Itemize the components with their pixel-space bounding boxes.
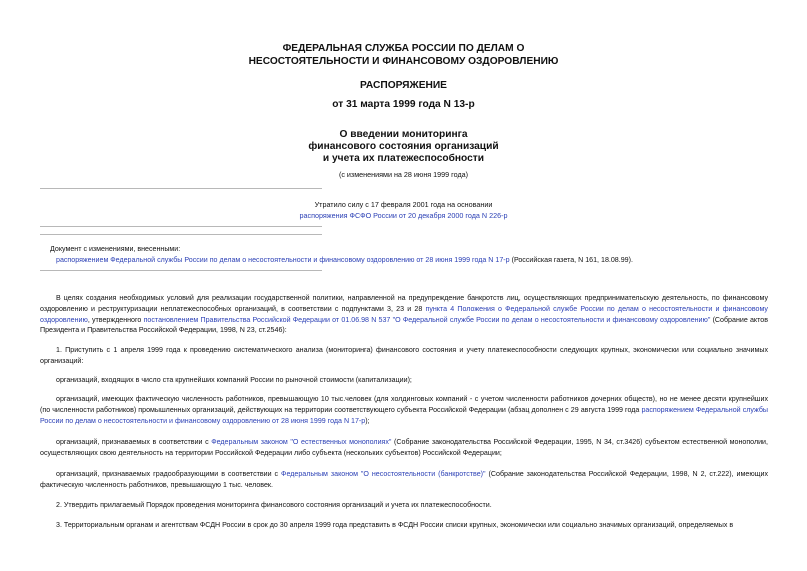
clause-1-item-2: организаций, имеющих фактическую численность работников, превышающую 10 тыс.человек (для холдинговых компаний - с учетом численности работников дочерних обществ), но не менее десяти крупнейших (по численности работников) промышленных организаций, действующих на территории соответствующего субъекта Российской Федерации (абзац дополнен с 29 августа 1999 года распоряжением Федеральной службы России по делам о несостоятельности и финансовому оздоровлению от 28 июня 1999 года N 17-р); (40, 395, 768, 425)
doc-title-line3: и учета их платежеспособности (322, 153, 485, 164)
divider (40, 270, 322, 271)
clause-1-item-3: организаций, признаваемых в соответствии с Федеральным законом "О естественных монополиях" (Собрание законодательства Российской Федерации, 1995, N 34, ст.3426) субъектом естественной монополии, осуществляющих свою деятельность на территории Российской Федерации либо субъекта (нескольких субъектов) Российской Федерации; (40, 438, 768, 457)
doc-title-line1: О введении мониторинга (339, 129, 468, 140)
divider (40, 234, 322, 235)
expired-link[interactable]: распоряжения ФСФО России от 20 декабря 2000 года N 226-р (299, 211, 508, 220)
divider (40, 188, 322, 189)
clause-3: 3. Территориальным органам и агентствам ФСДН России в срок до 30 апреля 1999 года представить в ФСДН России списки крупных, экономически или социально значимых организаций, определяемых в (56, 521, 734, 529)
changes-intro: Документ с изменениями, внесенными: (50, 245, 181, 253)
clause-1-item-4: организаций, признаваемых градообразующими в соответствии с Федеральным законом "О несостоятельности (банкротстве)" (Собрание законодательства Российской Федерации, 1998, N 2, ст.222), имеющих фактическую численность работников, превышающую 1 тыс. человек. (40, 470, 768, 489)
changes-source: (Российская газета, N 161, 18.08.99). (509, 256, 633, 264)
preamble-paragraph: В целях создания необходимых условий для реализации государственной политики, направленной на предупреждение банкротств лиц, осуществляющих предпринимательскую деятельность, по финансовому оздоровлению и реструктуризации неплатежеспособных организаций, в соответствии с подпунктами 3, 23 и 28 пункта 4 Положения о Федеральной службе России по делам о несостоятельности и финансовому оздоровлению, утвержденного постановлением Правительства Российской Федерации от 01.06.98 N 537 "О Федеральной службе России по делам о несостоятельности и финансовому оздоровлению" (Собрание актов Президента и Правительства Российской Федерации, 1998, N 23, ст.2546): (40, 294, 768, 335)
org-name-line2: НЕСОСТОЯТЕЛЬНОСТИ И ФИНАНСОВОМУ ОЗДОРОВЛЕНИЮ (248, 56, 559, 67)
expired-note: Утратило силу с 17 февраля 2001 года на основании (314, 200, 493, 209)
monopolies-law-link[interactable]: Федеральным законом "О естественных монополиях" (211, 438, 392, 446)
amended-note: (с изменениями на 28 июня 1999 года) (338, 170, 469, 179)
org-name-line1: ФЕДЕРАЛЬНАЯ СЛУЖБА РОССИИ ПО ДЕЛАМ О (282, 43, 525, 54)
clause-1: 1. Приступить с 1 апреля 1999 года к проведению систематического анализа (мониторинга) финансового состояния и учету платежеспособности следующих крупных, экономически или социально значимых организаций: (40, 346, 768, 365)
changes-reference (56, 255, 776, 265)
changes-link[interactable]: распоряжением Федеральной службы России по делам о несостоятельности и финансовому оздоровлению от 28 июня 1999 года N 17-р (56, 256, 510, 264)
doc-date: от 31 марта 1999 года N 13-р (332, 99, 475, 110)
amendment-link[interactable]: распоряжением Федеральной службы России по делам о несостоятельности и финансовому оздоровлению от 28 июня 1999 года N 17-р (40, 405, 768, 425)
doc-type: РАСПОРЯЖЕНИЕ (360, 80, 447, 91)
clause-2: 2. Утвердить прилагаемый Порядок проведения мониторинга финансового состояния организаций и учета их платежеспособности. (56, 501, 492, 509)
regulation-link[interactable]: пункта 4 Положения о Федеральной службе России по делам о несостоятельности и финансовому оздоровлению (40, 304, 768, 324)
divider (40, 226, 322, 227)
doc-title-line2: финансового состояния организаций (308, 141, 499, 152)
bankruptcy-law-link[interactable]: Федеральным законом "О несостоятельности (банкротстве)" (281, 470, 486, 478)
clause-1-item-1: организаций, входящих в число ста крупнейших компаний России по рыночной стоимости (капитализации); (56, 376, 412, 384)
resolution-link[interactable]: постановлением Правительства Российской Федерации от 01.06.98 N 537 "О Федеральной службе России по делам о несостоятельности и финансовому оздоровлению" (143, 315, 711, 324)
